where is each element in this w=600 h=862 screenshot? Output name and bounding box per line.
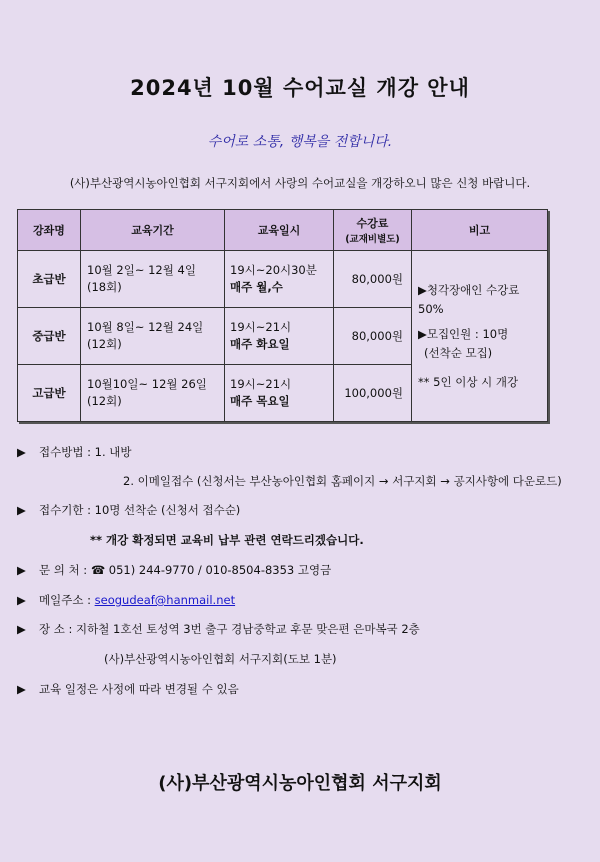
- course-table: [17, 209, 548, 422]
- table-header-row: [18, 210, 548, 251]
- header-fee-sub: (교재비별도): [345, 234, 400, 245]
- course-period: [81, 251, 225, 308]
- course-time: [225, 365, 334, 422]
- course-name: 중급반: [18, 308, 81, 365]
- header-name: 강좌명: [18, 210, 81, 251]
- schedule-notice-text: 교육 일정은 사정에 따라 변경될 수 있음: [39, 682, 239, 696]
- bullet-icon: ▶: [17, 682, 26, 696]
- place: [17, 621, 420, 637]
- course-period: [81, 365, 225, 422]
- time-days: 매주 월,수: [230, 280, 283, 294]
- schedule-notice: [17, 681, 239, 697]
- table-row: [18, 251, 548, 308]
- period-sessions: (18회): [87, 280, 122, 294]
- apply-deadline-text: 접수기한 : 10명 선착순 (신청서 접수순): [39, 503, 241, 517]
- apply-email-method: 2. 이메일접수 (신청서는 부산농아인협회 홈페이지 → 서구지회 → 공지사항에 다운로드): [123, 474, 562, 488]
- time-hours: 19시~21시: [230, 320, 292, 334]
- note-discount: ▶청각장애인 수강료 50%: [418, 282, 520, 316]
- confirm-notice: ** 개강 확정되면 교육비 납부 관련 연락드리겠습니다.: [90, 533, 364, 547]
- course-period: [81, 308, 225, 365]
- contact: [17, 562, 331, 578]
- bullet-icon: ▶: [17, 563, 26, 577]
- period-sessions: (12회): [87, 337, 122, 351]
- apply-deadline: [17, 502, 240, 518]
- course-fee: 100,000원: [334, 365, 412, 422]
- organization-footer: (사)부산광역시농아인협회 서구지회: [158, 773, 442, 794]
- course-fee: 80,000원: [334, 251, 412, 308]
- intro-text: (사)부산광역시농아인협회 서구지회에서 사랑의 수어교실을 개강하오니 많은 신청 바랍니다.: [69, 176, 531, 190]
- time-hours: 19시~20시30분: [230, 263, 317, 277]
- email-label: 메일주소 :: [39, 593, 95, 607]
- time-hours: 19시~21시: [230, 377, 292, 391]
- course-time: [225, 308, 334, 365]
- notes-cell: [412, 251, 548, 422]
- contact-text: 문 의 처 : ☎ 051) 244-9770 / 010-8504-8353 고영금: [39, 563, 332, 577]
- email-link[interactable]: seogudeaf@hanmail.net: [94, 593, 236, 607]
- header-fee: [334, 210, 412, 251]
- period-dates: 10월 8일~ 12월 24일: [87, 320, 204, 334]
- page-title: 2024년 10월 수어교실 개강 안내: [130, 76, 470, 100]
- course-time: [225, 251, 334, 308]
- header-period: 교육기간: [81, 210, 225, 251]
- apply-method: [17, 444, 131, 460]
- bullet-icon: ▶: [17, 445, 26, 459]
- note-recruit: ▶모집인원 : 10명: [418, 326, 509, 341]
- note-recruit-sub: (선착순 모집): [424, 345, 493, 360]
- header-fee-label: 수강료: [356, 217, 389, 230]
- time-days: 매주 화요일: [230, 337, 290, 351]
- bullet-icon: ▶: [17, 622, 26, 636]
- note-minimum: ** 5인 이상 시 개강: [418, 374, 519, 389]
- course-fee: 80,000원: [334, 308, 412, 365]
- time-days: 매주 목요일: [230, 394, 290, 408]
- bullet-icon: ▶: [17, 503, 26, 517]
- header-time: 교육일시: [225, 210, 334, 251]
- header-note: 비고: [412, 210, 548, 251]
- email: [17, 592, 235, 608]
- apply-method-text: 접수방법 : 1. 내방: [39, 445, 132, 459]
- place-text: 장 소 : 지하철 1호선 토성역 3번 출구 경남중학교 후문 맞은편 은마복국 2층: [39, 622, 420, 636]
- course-name: 초급반: [18, 251, 81, 308]
- slogan: 수어로 소통, 행복을 전합니다.: [207, 134, 393, 150]
- period-dates: 10월 2일~ 12월 4일: [87, 263, 196, 277]
- bullet-icon: ▶: [17, 593, 26, 607]
- place-detail: (사)부산광역시농아인협회 서구지회(도보 1분): [104, 652, 337, 666]
- period-dates: 10월10일~ 12월 26일: [87, 377, 207, 391]
- period-sessions: (12회): [87, 394, 122, 408]
- course-name: 고급반: [18, 365, 81, 422]
